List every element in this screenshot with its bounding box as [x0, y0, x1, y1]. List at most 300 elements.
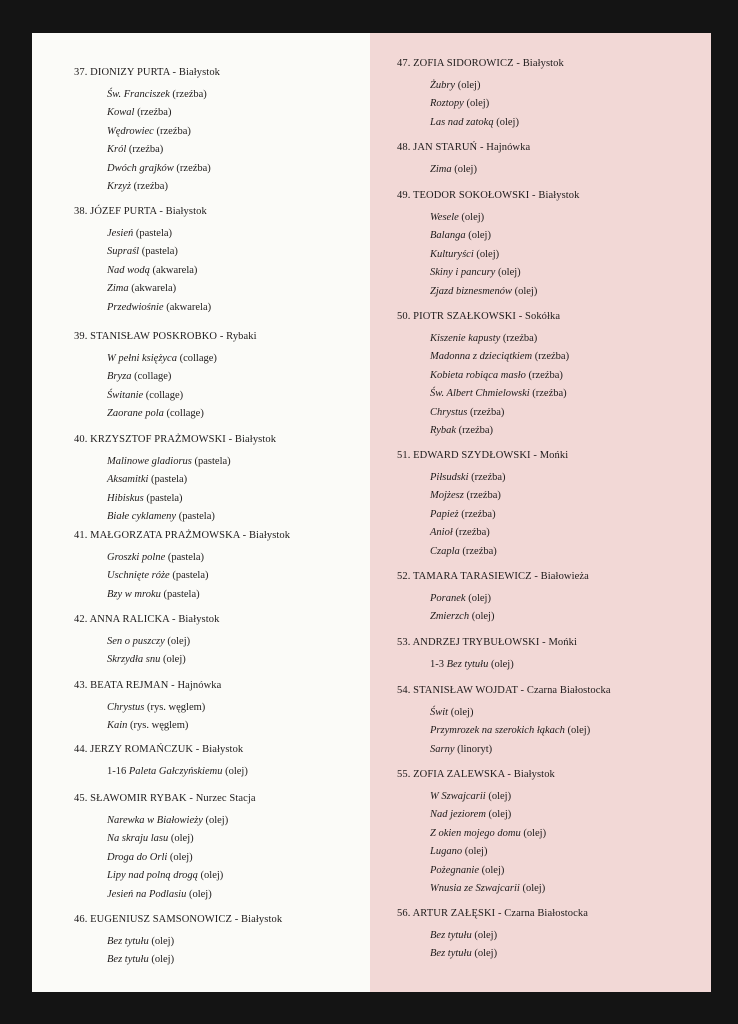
- work-medium: (olej): [490, 659, 514, 670]
- work-medium: (rzeźba): [466, 490, 501, 502]
- work-range: 1-3: [430, 659, 444, 670]
- entry-number: 49.: [397, 190, 411, 201]
- work-item: [430, 283, 707, 301]
- work-medium: (olej): [497, 267, 521, 279]
- works-list: [397, 788, 707, 898]
- artist-name: STANISŁAW WOJDAT: [413, 685, 518, 696]
- artist-city: Białystok: [241, 914, 283, 925]
- artist-name: EDWARD SZYDŁOWSKI: [413, 450, 531, 461]
- entry-number: 54.: [397, 685, 411, 696]
- artist-heading: [397, 308, 707, 326]
- work-title: Mojżesz: [430, 490, 464, 502]
- artist-heading: [74, 790, 366, 808]
- work-title: Aksamitki: [107, 474, 149, 486]
- artist-entry: [74, 328, 366, 424]
- work-title: Anioł: [430, 527, 453, 539]
- work-medium: (olej): [151, 936, 175, 947]
- artist-entry: [397, 139, 707, 179]
- artist-entry: [74, 64, 366, 196]
- artist-heading: [397, 682, 707, 700]
- artist-name: ARTUR ZAŁĘSKI: [412, 908, 496, 919]
- work-item: [107, 280, 366, 298]
- work-medium: (rzeźba): [469, 406, 505, 418]
- work-title: Zima: [430, 164, 452, 175]
- work-item: [107, 508, 366, 526]
- work-medium: (olej): [481, 864, 505, 876]
- separator: -: [529, 190, 539, 201]
- work-medium: (olej): [471, 611, 495, 623]
- artist-name: BEATA REJMAN: [90, 680, 169, 691]
- work-title: Kiszenie kapusty: [430, 333, 501, 344]
- work-item: [430, 367, 707, 385]
- work-medium: (olej): [522, 883, 546, 895]
- work-title: Bzy w mroku: [107, 588, 161, 600]
- work-item: [107, 299, 366, 317]
- work-medium: (pastela): [167, 552, 205, 563]
- work-item: [107, 387, 366, 405]
- artist-heading: [397, 634, 707, 652]
- separator: -: [217, 331, 227, 342]
- right-page: [370, 33, 711, 992]
- work-title: Bez tytułu: [446, 659, 489, 670]
- work-medium: (rzeźba): [462, 545, 497, 557]
- works-list: [397, 161, 707, 179]
- artist-name: JAN STARUŃ: [413, 142, 478, 153]
- works-list: [397, 704, 707, 759]
- work-item: [107, 405, 366, 423]
- separator: -: [517, 685, 527, 696]
- work-item: [107, 933, 366, 951]
- separator: -: [193, 744, 203, 755]
- work-item: [430, 880, 707, 898]
- work-item: [430, 927, 707, 945]
- work-medium: (collage): [134, 371, 172, 383]
- work-title: Chrystus: [107, 702, 145, 713]
- work-item: [430, 806, 707, 824]
- work-item: [430, 95, 707, 113]
- work-item: [107, 368, 366, 386]
- work-medium: (olej): [450, 707, 474, 718]
- separator: -: [477, 142, 487, 153]
- separator: -: [531, 571, 541, 582]
- work-medium: (pastela): [194, 456, 231, 467]
- works-list: [74, 763, 366, 781]
- artist-entry: [397, 447, 707, 561]
- work-medium: (rzeźba): [532, 388, 567, 400]
- work-title: Skrzydła snu: [107, 654, 161, 666]
- work-medium: (olej): [567, 725, 591, 737]
- artist-name: PIOTR SZAŁKOWSKI: [413, 311, 516, 322]
- work-item: [430, 77, 707, 95]
- separator: -: [156, 206, 166, 217]
- work-medium: (rzeźba): [176, 162, 211, 174]
- work-item: [107, 867, 366, 885]
- work-medium: (olej): [167, 636, 191, 647]
- work-title: Zjazd biznesmenów: [430, 285, 512, 297]
- work-title: Skiny i pancury: [430, 267, 496, 279]
- artist-name: DIONIZY PURTA: [90, 67, 170, 78]
- artist-entry: [74, 431, 366, 527]
- work-item: [430, 543, 707, 561]
- artist-heading: [397, 139, 707, 157]
- work-title: Żubry: [430, 80, 456, 91]
- work-item: [430, 608, 707, 626]
- work-item: [430, 264, 707, 282]
- work-title: Zaorane pola: [107, 408, 164, 420]
- artist-entry: [74, 611, 366, 670]
- entry-number: 50.: [397, 311, 411, 322]
- works-list: [74, 225, 366, 317]
- artist-entry: [397, 308, 707, 440]
- work-item: [107, 160, 366, 178]
- work-title: Św. Albert Chmielowski: [430, 388, 530, 400]
- work-item: [430, 704, 707, 722]
- left-page: [32, 33, 370, 992]
- work-medium: (rzeźba): [455, 527, 490, 539]
- artist-heading: [74, 203, 366, 221]
- entry-number: 43.: [74, 680, 88, 691]
- artist-heading: [74, 677, 366, 695]
- work-item: [107, 490, 366, 508]
- work-medium: (rzeźba): [172, 89, 207, 100]
- work-title: Malinowe gladiorus: [107, 456, 192, 467]
- work-title: Sarny: [430, 743, 455, 755]
- artist-city: Białowieża: [540, 571, 589, 582]
- work-title: Wnusia ze Szwajcarii: [430, 883, 520, 895]
- works-list: [397, 656, 707, 674]
- artist-city: Białystok: [234, 434, 277, 445]
- work-title: Roztopy: [430, 98, 464, 110]
- work-title: Król: [107, 144, 127, 156]
- artist-heading: [74, 328, 366, 346]
- work-title: Droga do Orli: [107, 851, 168, 863]
- work-medium: (akwarela): [166, 301, 212, 313]
- work-title: Narewka w Białowieży: [107, 815, 203, 826]
- work-medium: (olej): [188, 888, 212, 900]
- work-medium: (rzeźba): [133, 181, 168, 193]
- work-medium: (olej): [488, 791, 512, 802]
- work-medium: (olej): [488, 809, 512, 821]
- artist-city: Białystok: [538, 190, 580, 201]
- artist-city: Nurzec Stacja: [195, 793, 256, 804]
- works-list: [74, 350, 366, 424]
- artist-entry: [397, 905, 707, 964]
- artist-heading: [397, 187, 707, 205]
- work-title: Św. Franciszek: [107, 89, 170, 100]
- entry-number: 39.: [74, 331, 88, 342]
- work-title: Białe cyklameny: [107, 511, 177, 523]
- artist-heading: [74, 611, 366, 629]
- artist-city: Białystok: [178, 614, 220, 625]
- work-medium: (olej): [476, 248, 500, 260]
- work-medium: (pastela): [178, 511, 215, 523]
- artist-heading: [397, 447, 707, 465]
- work-range: 1-16: [107, 766, 127, 777]
- entry-number: 51.: [397, 450, 411, 461]
- work-item: [107, 849, 366, 867]
- artist-city: Hajnówka: [177, 680, 222, 691]
- work-title: Wesele: [430, 212, 459, 223]
- work-medium: (pastela): [146, 492, 183, 504]
- entry-number: 37.: [74, 67, 88, 78]
- work-title: Bryza: [107, 371, 132, 383]
- work-medium: (rzeźba): [471, 472, 506, 483]
- artist-name: JERZY ROMAŃCZUK: [90, 744, 194, 755]
- work-title: Madonna z dzieciątkiem: [430, 351, 533, 363]
- work-title: Supraśl: [107, 246, 140, 258]
- work-item: [430, 404, 707, 422]
- work-medium: (pastela): [172, 570, 209, 582]
- work-item: [107, 141, 366, 159]
- work-medium: (olej): [466, 98, 490, 110]
- work-title: Bez tytułu: [430, 930, 472, 941]
- artist-city: Hajnówka: [486, 142, 531, 153]
- entry-number: 55.: [397, 769, 411, 780]
- work-title: Czapla: [430, 545, 460, 557]
- artist-city: Czarna Białostocka: [504, 908, 588, 919]
- works-list: [74, 699, 366, 736]
- work-title: Las nad zatoką: [430, 116, 494, 128]
- artist-entry: [397, 634, 707, 674]
- separator: -: [239, 530, 249, 541]
- artist-name: ZOFIA ZALEWSKA: [413, 769, 505, 780]
- works-list: [74, 812, 366, 904]
- artist-heading: [397, 55, 707, 73]
- catalog-spread: [32, 33, 711, 992]
- artist-heading: [74, 64, 366, 82]
- work-title: Bez tytułu: [430, 948, 472, 960]
- works-list: [74, 549, 366, 604]
- work-medium: (olej): [163, 654, 186, 666]
- entry-number: 47.: [397, 58, 411, 69]
- artist-heading: [397, 568, 707, 586]
- work-title: Zmierzch: [430, 611, 470, 623]
- work-title: Sen o puszczy: [107, 636, 165, 647]
- work-item: [107, 453, 366, 471]
- separator: -: [539, 637, 549, 648]
- work-item: [107, 243, 366, 261]
- separator: -: [231, 914, 242, 925]
- separator: -: [504, 769, 514, 780]
- artist-entry: [74, 790, 366, 904]
- work-medium: (rzeźba): [128, 144, 164, 156]
- separator: -: [169, 67, 179, 78]
- artist-name: JÓZEF PURTA: [90, 206, 157, 217]
- work-medium: (pastela): [151, 474, 188, 486]
- work-item: [107, 549, 366, 567]
- work-medium: (collage): [179, 353, 217, 364]
- work-title: Jesień na Podlasiu: [107, 888, 187, 900]
- work-item: [430, 741, 707, 759]
- work-medium: (rzeźba): [156, 125, 191, 137]
- work-title: Nad wodą: [107, 264, 150, 276]
- artist-name: ANNA RALICKA: [89, 614, 170, 625]
- work-item: [107, 86, 366, 104]
- work-item: [107, 586, 366, 604]
- separator: -: [513, 58, 523, 69]
- work-item: [107, 763, 366, 781]
- work-title: Paleta Gałczyńskiemu: [128, 766, 223, 777]
- work-item: [430, 843, 707, 861]
- artist-city: Białystok: [202, 744, 244, 755]
- work-title: Kulturyści: [430, 248, 474, 260]
- works-list: [397, 77, 707, 132]
- artist-city: Rybaki: [226, 331, 257, 342]
- work-title: Bez tytułu: [107, 936, 149, 947]
- work-medium: (olej): [468, 230, 491, 242]
- work-medium: (akwarela): [152, 264, 198, 276]
- work-title: Świtanie: [107, 389, 144, 401]
- work-title: Kowal: [107, 107, 135, 119]
- works-list: [397, 927, 707, 964]
- work-title: Rybak: [430, 425, 457, 437]
- work-item: [430, 590, 707, 608]
- work-medium: (rzeźba): [461, 508, 496, 520]
- work-item: [107, 471, 366, 489]
- work-item: [107, 951, 366, 969]
- artist-name: ZOFIA SIDOROWICZ: [413, 58, 514, 69]
- work-item: [430, 422, 707, 440]
- work-title: Przedwiośnie: [107, 301, 164, 313]
- artist-name: MAŁGORZATA PRAŻMOWSKA: [90, 530, 240, 541]
- work-medium: (olej): [151, 954, 175, 966]
- work-medium: (olej): [496, 116, 519, 128]
- work-item: [430, 524, 707, 542]
- work-title: Nad jeziorem: [430, 809, 486, 821]
- works-list: [74, 86, 366, 196]
- work-medium: (rys. węglem): [130, 720, 189, 732]
- artist-name: KRZYSZTOF PRAŻMOWSKI: [90, 434, 226, 445]
- artist-heading: [397, 905, 707, 923]
- work-title: Świt: [430, 707, 449, 718]
- work-item: [430, 161, 707, 179]
- entry-number: 45.: [74, 793, 88, 804]
- work-title: Bez tytułu: [107, 954, 149, 966]
- work-title: Z okien mojego domu: [430, 827, 521, 839]
- artist-city: Białystok: [513, 769, 555, 780]
- work-title: Pożegnanie: [430, 864, 479, 876]
- work-title: Lipy nad polną drogą: [107, 870, 198, 882]
- works-list: [74, 453, 366, 527]
- work-item: [107, 830, 366, 848]
- artist-heading: [74, 431, 366, 449]
- artist-entry: [397, 187, 707, 301]
- work-title: Wędrowiec: [107, 125, 154, 137]
- artist-city: Czarna Białostocka: [526, 685, 611, 696]
- work-title: Przymrozek na szerokich łąkach: [430, 725, 565, 737]
- work-item: [107, 350, 366, 368]
- work-medium: (pastela): [141, 246, 178, 258]
- work-title: Piłsudski: [430, 472, 469, 483]
- work-medium: (olej): [464, 846, 488, 858]
- separator: -: [530, 450, 540, 461]
- artist-entry: [397, 568, 707, 627]
- work-medium: (rzeźba): [137, 107, 172, 119]
- work-item: [107, 717, 366, 735]
- work-title: Poranek: [430, 593, 466, 604]
- work-title: Kain: [107, 720, 128, 732]
- separator: -: [169, 614, 179, 625]
- artist-heading: [74, 741, 366, 759]
- work-medium: (rzeźba): [534, 351, 570, 363]
- entry-number: 48.: [397, 142, 411, 153]
- work-medium: (rys. węglem): [146, 702, 206, 713]
- separator: -: [186, 793, 196, 804]
- artist-name: ANDRZEJ TRYBUŁOWSKI: [412, 637, 540, 648]
- artist-entry: [74, 677, 366, 736]
- work-item: [107, 633, 366, 651]
- work-title: W Szwajcarii: [430, 791, 486, 802]
- works-list: [397, 209, 707, 301]
- work-item: [430, 469, 707, 487]
- artist-city: Białystok: [178, 67, 221, 78]
- work-medium: (pastela): [135, 228, 173, 239]
- work-medium: (olej): [523, 827, 547, 839]
- work-medium: (olej): [514, 285, 538, 297]
- works-list: [74, 633, 366, 670]
- work-item: [107, 651, 366, 669]
- work-medium: (pastela): [163, 588, 200, 600]
- artist-entry: [397, 682, 707, 759]
- separator: -: [225, 434, 235, 445]
- works-list: [74, 933, 366, 970]
- artist-city: Białystok: [248, 530, 291, 541]
- work-medium: (olej): [474, 930, 498, 941]
- work-item: [107, 262, 366, 280]
- work-item: [430, 246, 707, 264]
- work-item: [107, 699, 366, 717]
- artist-entry: [397, 766, 707, 898]
- artist-city: Białystok: [522, 58, 564, 69]
- artist-city: Mońki: [548, 637, 577, 648]
- work-item: [107, 567, 366, 585]
- work-title: Balanga: [430, 230, 466, 242]
- work-item: [430, 487, 707, 505]
- works-list: [397, 330, 707, 440]
- entry-number: 40.: [74, 434, 88, 445]
- work-medium: (olej): [170, 833, 194, 845]
- work-item: [107, 123, 366, 141]
- work-medium: (olej): [169, 851, 193, 863]
- work-item: [430, 506, 707, 524]
- work-medium: (olej): [474, 948, 498, 960]
- work-title: Krzyż: [107, 181, 131, 193]
- entry-number: 42.: [74, 614, 88, 625]
- work-medium: (collage): [166, 408, 204, 420]
- work-title: Hibiskus: [107, 492, 144, 504]
- work-item: [430, 788, 707, 806]
- artist-name: TAMARA TARASIEWICZ: [412, 571, 532, 582]
- separator: -: [515, 311, 526, 322]
- work-item: [430, 330, 707, 348]
- artist-entry: [74, 741, 366, 781]
- work-medium: (rzeźba): [458, 425, 494, 437]
- work-title: Uschnięte róże: [107, 570, 170, 582]
- work-item: [430, 825, 707, 843]
- artist-city: Sokółka: [525, 311, 561, 322]
- artist-name: EUGENIUSZ SAMSONOWICZ: [90, 914, 232, 925]
- work-title: Chrystus: [430, 406, 468, 418]
- work-title: Groszki polne: [107, 552, 166, 563]
- entry-number: 44.: [74, 744, 88, 755]
- work-medium: (akwarela): [131, 283, 177, 295]
- work-medium: (olej): [461, 212, 485, 223]
- work-title: Dwóch grajków: [107, 162, 174, 174]
- work-medium: (olej): [200, 870, 224, 882]
- work-medium: (olej): [225, 766, 248, 777]
- work-title: Kobieta robiąca masło: [430, 369, 526, 381]
- entry-number: 46.: [74, 914, 88, 925]
